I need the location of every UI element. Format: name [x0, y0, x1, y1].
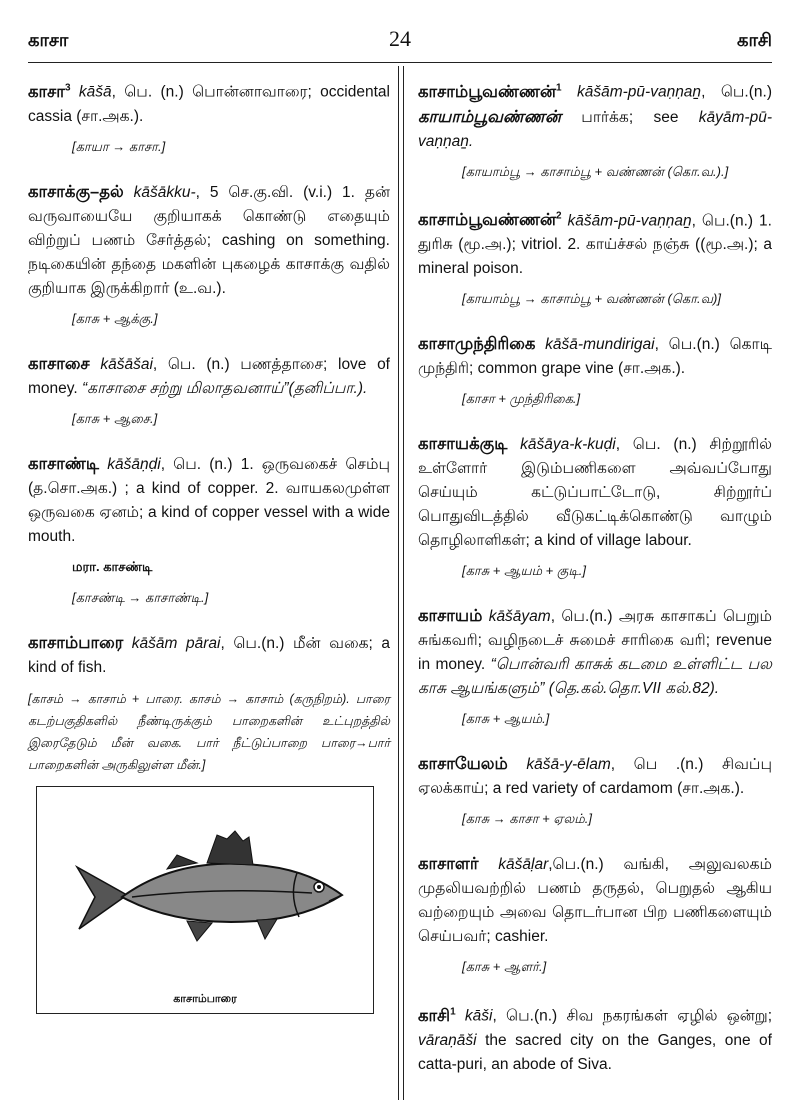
definition: , பெ. (n.) பணத்தாசை; love of money. — [28, 355, 390, 397]
figure-caption: காசாம்பாரை — [173, 992, 237, 1005]
headword: காசாயேலம் — [418, 755, 508, 773]
headword: காசா$^3$ — [28, 82, 71, 101]
dictionary-entry — [418, 852, 772, 949]
dictionary-entry — [418, 604, 772, 701]
dictionary-entry — [28, 180, 390, 301]
cognate: மரா. காசண்டி — [72, 558, 153, 574]
definition: , பெ.(n.) அரசு காசாகப் பெறும் சுங்கவரி; வழிநடைச் சுமைச் சாரிகை வரி; revenue in money. — [418, 608, 772, 673]
page-header — [28, 26, 772, 60]
headword: காசாண்டி — [28, 454, 100, 473]
etymology: [காயாம்பூ → காசாம்பூ + வண்ணன் (கொ.வ)] — [462, 291, 721, 306]
definition: , பெ. (n.) சிற்றூரில் உள்ளோர் இடும்பணிகளை அவ்வப்போது செய்யும் கட்டுப்பாட்டோடு, சிற்றூர்ப் பொதுவிடத்தில் வீடுகட்டிக்கொண்டு வாழும் தொழிலாளிகள்; a kind of village labour. — [418, 436, 772, 549]
cross-reference: காயாம்பூவண்ணன் — [418, 107, 561, 126]
etymology: [காசு + ஆளர்.] — [462, 959, 547, 974]
etymology: [காயா → காசா.] — [72, 138, 166, 154]
etymology: [காசு + ஆசை.] — [72, 410, 158, 426]
etymology: [காசு + ஆக்கு.] — [72, 310, 158, 326]
definition: , பெ. (n.) 1. ஒருவகைச் செம்பு (த.சொ.அக.) ; a kind of copper. 2. வாயகலமுள்ள ஒருவகை ஏனம்; a kind of copper vessel with a wide mouth. — [28, 455, 390, 545]
transliteration: kāšāšai — [100, 355, 153, 373]
column-divider — [403, 66, 404, 1100]
transliteration: kāšāṇḍi — [107, 455, 161, 473]
transliteration: kāšā-y-ēlam — [526, 756, 611, 773]
headword: காசாம்பாரை — [28, 633, 124, 652]
header-rule — [28, 62, 772, 63]
dictionary-entry — [28, 452, 390, 549]
column-divider — [398, 66, 399, 1100]
page-number: 24 — [389, 26, 411, 51]
dictionary-entry — [418, 432, 772, 553]
quotation: “பொன்வரி காசுக் கடமை உள்ளிட்ட பல காசு ஆயங்களும்” (தெ.கல்.தொ.VII கல்.82). — [418, 656, 772, 697]
headword: காசாயக்குடி — [418, 435, 508, 453]
transliteration: kāšāya-k-kuḍi — [520, 436, 616, 453]
definition: the sacred city on the Ganges, one of catta-puri, an abode of Siva. — [418, 1031, 772, 1073]
transliteration: kāyām-pū-vaṇṇaṉ. — [418, 108, 772, 150]
transliteration: kāši — [464, 1007, 493, 1025]
definition: , 5 செ.கு.வி. (v.i.) 1. தன் வருவாயையே குறியாகக் கொண்டு எதையும் விற்றுப் பணம் சேர்த்தல்; cashing on something. நடிகையின் தந்தை மகளின் புகழைக் காசாக்கு வதில் குறியாக இருக்கிறார் (உ.வ.). — [28, 183, 390, 297]
dictionary-entry — [418, 1000, 772, 1077]
headword: காசாசை — [28, 354, 90, 373]
headword: காசாளர் — [418, 855, 479, 873]
etymology: [காசா + முந்திரிகை.] — [462, 391, 581, 406]
etymology: [காசண்டி → காசாண்டி.] — [72, 589, 209, 605]
definition: , பெ.(n.) கொடி முந்திரி; common grape vine (சா.அக.). — [418, 336, 772, 377]
etymology: [காசு + ஆயம்.] — [462, 711, 550, 726]
dictionary-entry — [418, 332, 772, 381]
definition: ,பெ.(n.) வங்கி, அலுவலகம் முதலியவற்றில் பணம் தருதல், பெறுதல் ஆகிய வற்றையும் அவை தொடர்பான பிற பணிகளையும் செய்பவர்; cashier. — [418, 856, 772, 945]
transliteration: kāšā-mundirigai — [545, 336, 655, 353]
headword: காசாக்கு–தல் — [28, 182, 124, 201]
etymology-note: [காசம் → காசாம் + பாரை. காசம் → காசாம் (கருநிறம்). பாரை கடற்பகுதிகளில் நீண்டிருக்கும் பாறைகளின் உட்புறத்தில் இரைதேடும் மீன் வகை. பார் நீட்டுப்பாறை பாரை→பார் பாறைகளின் அருகிலுள்ள மீன்.] — [28, 691, 390, 772]
transliteration: kāšām-pū-vaṇṇaṉ — [576, 83, 702, 101]
definition: பார்க்க; see — [560, 108, 699, 126]
fish-illustration — [36, 786, 374, 1014]
dictionary-entry — [418, 205, 772, 282]
transliteration: kāšākku- — [133, 183, 196, 201]
dictionary-entry — [28, 352, 390, 401]
headword: காசாம்பூவண்ணன்$^1$ — [418, 82, 562, 101]
transliteration: kāšāyam — [488, 608, 551, 625]
definition: , பெ. (n.) பொன்னாவாரை; occidental cassia (சா.அக.). — [28, 83, 390, 125]
dictionary-entry — [418, 76, 772, 154]
definition: , பெ.(n.) சிவ நகரங்கள் ஏழில் ஒன்று; — [492, 1007, 772, 1025]
quotation: “காசாசை சற்று மிலாதவனாய்”(தனிப்பா.). — [82, 379, 368, 397]
transliteration: kāšām pārai — [131, 634, 221, 652]
headword: காசாயம் — [418, 607, 483, 625]
dictionary-entry — [28, 631, 390, 680]
transliteration: kāšām-pū-vaṇṇaṉ — [567, 212, 692, 229]
right-column — [418, 76, 772, 1085]
headword: காசாமுந்திரிகை — [418, 335, 536, 353]
transliteration: kāšā — [78, 83, 112, 101]
headword: காசி$^1$ — [418, 1006, 456, 1025]
header-right-guideword: காசி — [736, 30, 772, 50]
fish-icon — [57, 817, 357, 967]
dictionary-entry — [418, 752, 772, 801]
header-left-guideword: காசா — [28, 30, 69, 50]
etymology: [காசு + ஆயம் + குடி.] — [462, 563, 586, 578]
definition: , பெ.(n.) மீன் வகை; a kind of fish. — [28, 634, 390, 676]
etymology: [காயாம்பூ → காசாம்பூ + வண்ணன் (கொ.வ.).] — [462, 163, 729, 179]
transliteration: vāraṇāši — [418, 1031, 477, 1049]
definition: , பெ.(n.) 1. துரிசு (மூ.அ.); vitriol. 2. காய்ச்சல் நஞ்சு ((மூ.அ.); a mineral poison. — [418, 212, 772, 277]
etymology: [காசு → காசா + ஏலம்.] — [462, 811, 592, 826]
headword: காசாம்பூவண்ணன்$^2$ — [418, 210, 562, 229]
left-column — [28, 76, 390, 1014]
transliteration: kāšāḷar — [498, 856, 549, 873]
definition: , பெ .(n.) சிவப்பு ஏலக்காய்; a red variety of cardamom (சா.அக.). — [418, 756, 772, 797]
dictionary-entry — [28, 76, 390, 129]
definition: , பெ.(n.) — [701, 83, 772, 101]
